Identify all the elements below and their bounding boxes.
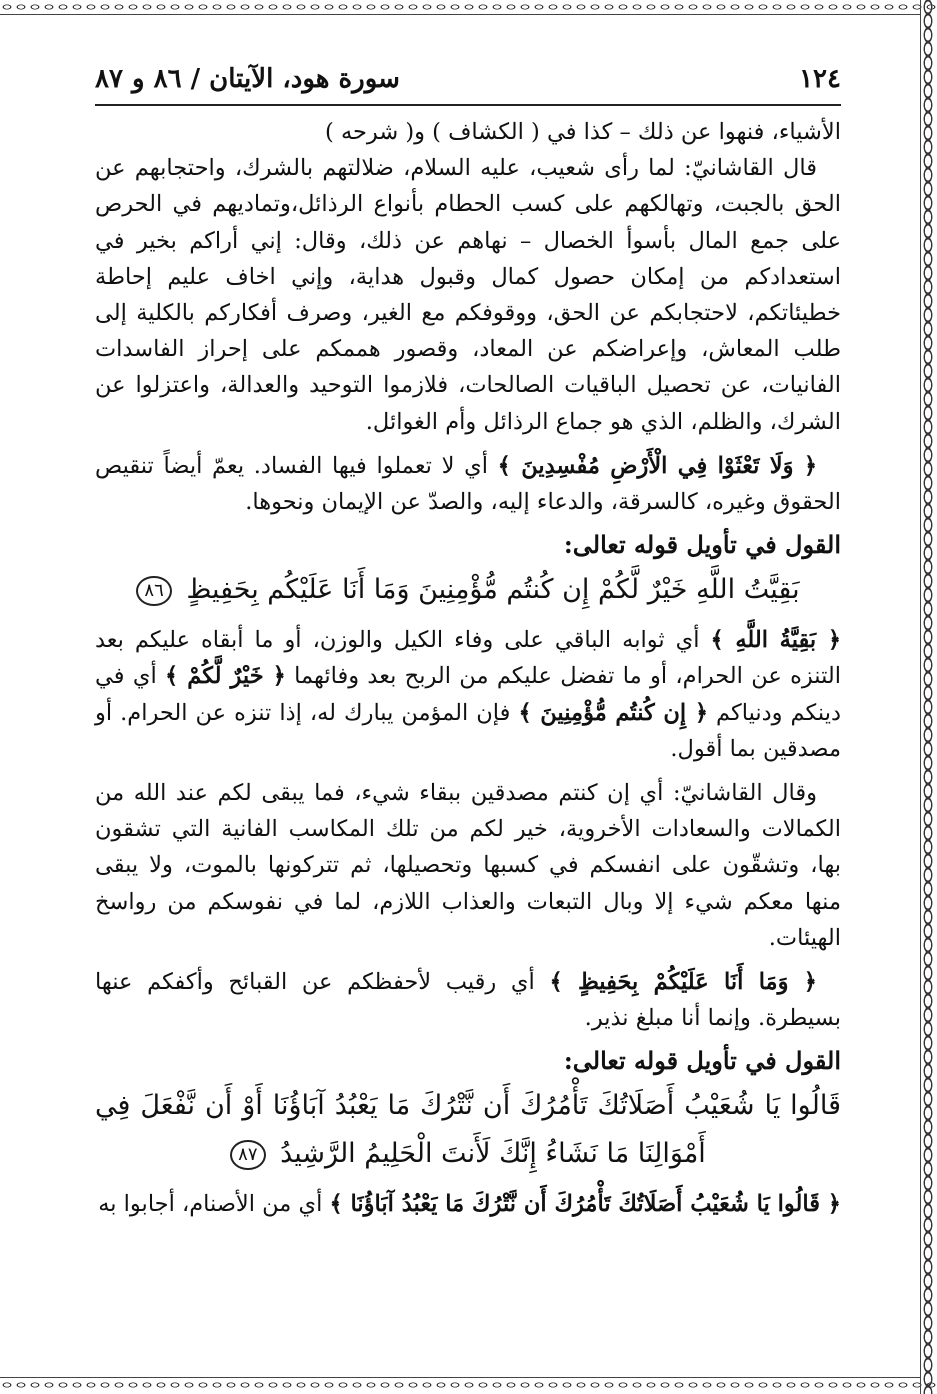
quran-quote: ﴿ بَقِيَّةُ اللَّهِ ﴾ (710, 627, 842, 654)
commentary-text: أي من الأصنام، أجابوا به (98, 1191, 323, 1218)
page-number: ١٢٤ (799, 64, 841, 94)
running-head: سورة هود، الآيتان / ٨٦ و ٨٧ (95, 64, 400, 94)
paragraph-1: الأشياء، فنهوا عن ذلك – كذا في ( الكشاف ) و( شرحه ) (325, 119, 841, 145)
book-page (95, 60, 841, 1223)
paragraph-verse-commentary-2 (95, 622, 841, 767)
ayah-number-87: ٨٧ (230, 1140, 265, 1170)
verse-86 (95, 566, 841, 614)
section-heading-2: القول في تأويل قوله تعالى: (563, 1046, 841, 1076)
verse-87 (95, 1082, 841, 1178)
quran-quote: ﴿ قَالُوا يَا شُعَيْبُ أَصَلَاتُكَ تَأْمُرُكَ أَن نَّتْرُكَ مَا يَعْبُدُ آبَاؤُنَا ﴾ (329, 1191, 841, 1218)
top-border-rule (0, 14, 921, 15)
bottom-border-rule (0, 1377, 921, 1378)
commentary-text: أي رقيب لأحفظكم عن القبائح وأكفكم عنها بسيطرة. وإنما أنا مبلغ نذير. (95, 969, 841, 1032)
section-heading-1: القول في تأويل قوله تعالى: (563, 530, 841, 560)
right-border-rule (920, 0, 921, 1394)
top-chain-border (0, 0, 937, 14)
verse-87-line-2-text: أَمْوَالِنَا مَا نَشَاءُ إِنَّكَ لَأَنتَ الْحَلِيمُ الرَّشِيدُ (280, 1138, 706, 1170)
paragraph-verse-commentary-4 (95, 1186, 841, 1222)
verse-87-line-2 (95, 1130, 841, 1178)
bottom-chain-border (0, 1378, 937, 1392)
paragraph-qashani-2: وقال القاشانيّ: أي إن كنتم مصدقين ببقاء شيء، فما يبقى لكم عند الله من الكمالات والسعادات الأخروية، خير لكم من تلك المكاسب الفانية التي تشقون بها، وتشقّون على انفسكم في كسبها وتحصيلها، ثم تتركونها بالموت، ولا يبقى منها معكم شيء إلا وبال التبعات والعذاب اللازم، لما في نفوسكم من رواسخ الهيئات. (95, 780, 841, 951)
commentary-text: أي ثوابه الباقي على وفاء الكيل والوزن، أو ما أبقاه عليكم بعد التنزه عن الحرام، أو ما تفضل عليكم من الربح بعد وفائهما (95, 627, 841, 690)
quran-quote: ﴿ وَلَا تَعْثَوْا فِي الْأَرْضِ مُفْسِدِينَ ﴾ (497, 452, 818, 479)
page-header (95, 60, 841, 106)
quran-quote: ﴿ خَيْرٌ لَّكُمْ ﴾ (165, 663, 286, 690)
verse-87-line-1: قَالُوا يَا شُعَيْبُ أَصَلَاتُكَ تَأْمُرُكَ أَن نَّتْرُكَ مَا يَعْبُدُ آبَاؤُنَا أَوْ أَن نَّفْعَلَ فِي (95, 1090, 841, 1122)
paragraph-verse-commentary-3 (95, 964, 841, 1036)
commentary-text: أي لا تعملوا فيها الفساد. يعمّ أيضاً تنقيص الحقوق وغيره، كالسرقة، والدعاء إليه، والصدّ عن الإيمان ونحوها. (95, 452, 841, 516)
commentary-text: فإن المؤمن يبارك له، إذا تنزه عن الحرام. أو مصدقين بما أقول. (95, 699, 841, 762)
paragraph-qashani-1: قال القاشانيّ: لما رأى شعيب، عليه السلام، ضلالتهم بالشرك، واحتجابهم عن الحق بالجبت، وتهالكهم على كسب الحطام بأنواع الرذائل،وتماديهم في الحرص على جمع المال بأسوأ الخصال – نهاهم عن ذلك، وقال: إني أراكم بخير في استعدادكم من إمكان حصول كمال وقبول هداية، وإني اخاف عليم إحاطة خطيئاتكم، لاحتجابكم عن الحق، ووقوفكم مع الغير، وصرف أفكاركم بالكلية إلى طلب المعاش، وإعراضكم عن المعاد، وقصور هممكم على إحراز الفاسدات الفانيات، عن تحصيل الباقيات الصالحات، فلازموا التوحيد والعدالة، واعتزلوا عن الشرك، والظلم، الذي هو جماع الرذائل وأم الغوائل. (95, 155, 841, 435)
body-text (95, 114, 841, 1223)
paragraph-verse-commentary-1 (95, 448, 841, 520)
quran-quote: ﴿ وَمَا أَنَا عَلَيْكُمْ بِحَفِيظٍ ﴾ (549, 969, 817, 996)
quran-quote: ﴿ إِن كُنتُم مُّؤْمِنِينَ ﴾ (518, 699, 709, 726)
verse-86-text: بَقِيَّتُ اللَّهِ خَيْرٌ لَّكُمْ إِن كُنتُم مُّؤْمِنِينَ وَمَا أَنَا عَلَيْكُم بِحَفِيظٍ (186, 574, 800, 606)
right-chain-border (921, 0, 935, 1394)
ayah-number-86: ٨٦ (136, 576, 171, 606)
commentary-text: أي في دينكم ودنياكم (95, 663, 842, 726)
